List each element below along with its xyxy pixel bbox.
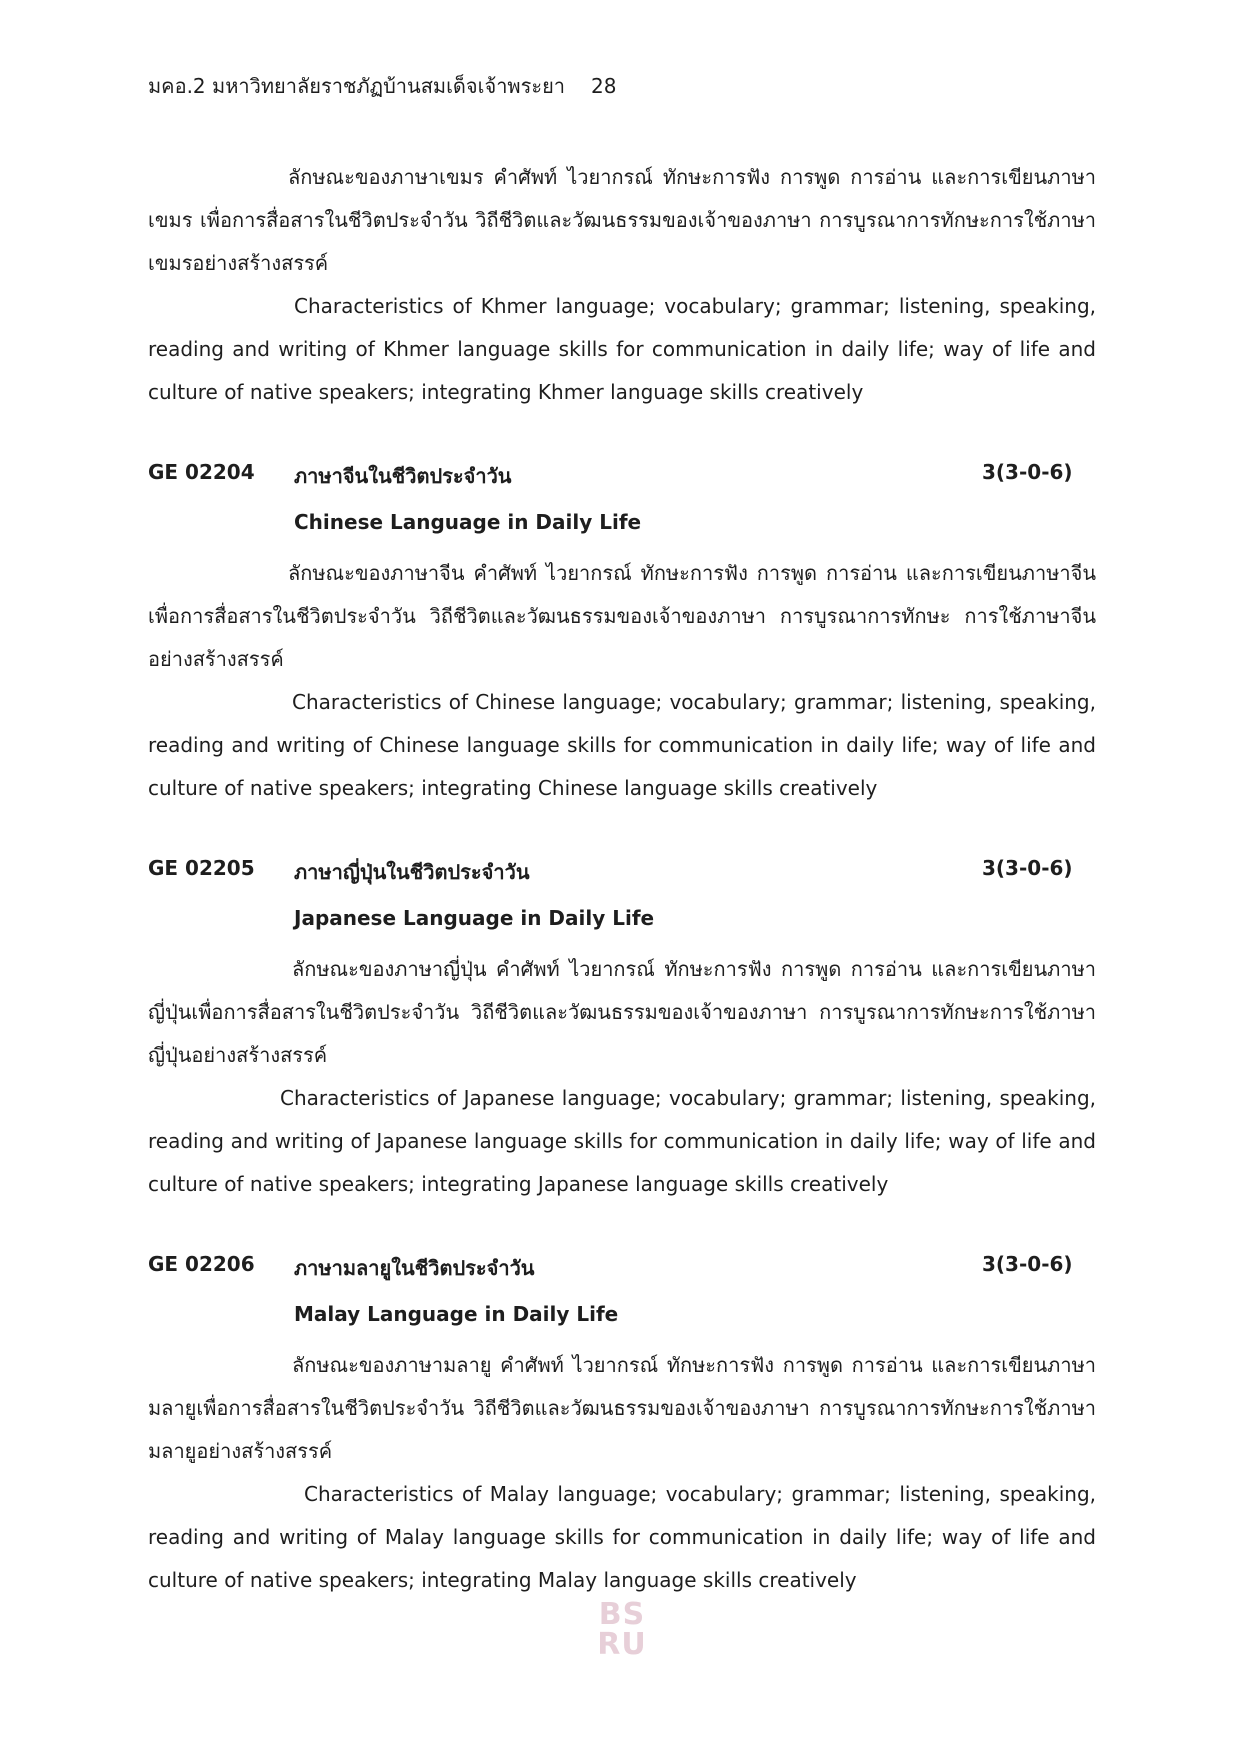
watermark-line: RU xyxy=(597,1627,647,1662)
course-credits: 3(3-0-6) xyxy=(982,856,1073,880)
watermark-line: BS xyxy=(598,1597,646,1632)
course-description-thai: ลักษณะของภาษาญี่ปุ่น คำศัพท์ ไวยากรณ์ ทักษะการฟัง การพูด การอ่าน และการเขียนภาษาญี่ปุ่นเพื่อการสื่อสารในชีวิตประจำวัน วิถีชีวิตและวัฒนธรรมของเจ้าของภาษา การบูรณาการทักษะการใช้ภาษาญี่ปุ่นอย่างสร้างสรรค์ xyxy=(148,957,1096,1067)
course-title-thai: ภาษาญี่ปุ่นในชีวิตประจำวัน xyxy=(294,860,530,884)
course-title-thai: ภาษามลายูในชีวิตประจำวัน xyxy=(294,1256,535,1280)
intro-english-description: Characteristics of Khmer language; vocabulary; grammar; listening, speaking, reading and writing of Khmer language skills for communication in daily life; way of life and culture of native speakers; integrating Khmer language skills creatively xyxy=(148,294,1096,404)
course-description-thai: ลักษณะของภาษาจีน คำศัพท์ ไวยากรณ์ ทักษะการฟัง การพูด การอ่าน และการเขียนภาษาจีนเพื่อการสื่อสารในชีวิตประจำวัน วิถีชีวิตและวัฒนธรรมของเจ้าของภาษา การบูรณาการทักษะ การใช้ภาษาจีนอย่างสร้างสรรค์ xyxy=(148,561,1096,671)
course-title-english: Japanese Language in Daily Life xyxy=(294,906,655,930)
course-credits: 3(3-0-6) xyxy=(982,460,1073,484)
course-title-thai: ภาษาจีนในชีวิตประจำวัน xyxy=(294,464,512,488)
course-code: GE 02205 xyxy=(148,856,255,880)
course-code: GE 02204 xyxy=(148,460,255,484)
course-description-english: Characteristics of Chinese language; vocabulary; grammar; listening, speaking, reading and writing of Chinese language skills for communication in daily life; way of life and culture of native speakers; integrating Chinese language skills creatively xyxy=(148,690,1096,800)
course-code: GE 02206 xyxy=(148,1252,255,1276)
page-number: 28 xyxy=(591,74,617,98)
course-title-english: Chinese Language in Daily Life xyxy=(294,510,642,534)
bsru-watermark-logo xyxy=(592,1597,652,1668)
header-text: มคอ.2 มหาวิทยาลัยราชภัฏบ้านสมเด็จเจ้าพระยา xyxy=(148,74,566,98)
course-description-english: Characteristics of Japanese language; vocabulary; grammar; listening, speaking, reading and writing of Japanese language skills for communication in daily life; way of life and culture of native speakers; integrating Japanese language skills creatively xyxy=(148,1086,1096,1196)
course-description-thai: ลักษณะของภาษามลายู คำศัพท์ ไวยากรณ์ ทักษะการฟัง การพูด การอ่าน และการเขียนภาษามลายูเพื่อการสื่อสารในชีวิตประจำวัน วิถีชีวิตและวัฒนธรรมของเจ้าของภาษา การบูรณาการทักษะการใช้ภาษามลายูอย่างสร้างสรรค์ xyxy=(148,1353,1096,1463)
intro-thai-description: ลักษณะของภาษาเขมร คำศัพท์ ไวยากรณ์ ทักษะการฟัง การพูด การอ่าน และการเขียนภาษาเขมร เพื่อการสื่อสารในชีวิตประจำวัน วิถีชีวิตและวัฒนธรรมของเจ้าของภาษา การบูรณาการทักษะการใช้ภาษาเขมรอย่างสร้างสรรค์ xyxy=(148,165,1096,275)
course-description-english: Characteristics of Malay language; vocabulary; grammar; listening, speaking, reading and writing of Malay language skills for communication in daily life; way of life and culture of native speakers; integrating Malay language skills creatively xyxy=(148,1482,1096,1592)
course-credits: 3(3-0-6) xyxy=(982,1252,1073,1276)
page-header xyxy=(148,70,617,102)
course-title-english: Malay Language in Daily Life xyxy=(294,1302,619,1326)
